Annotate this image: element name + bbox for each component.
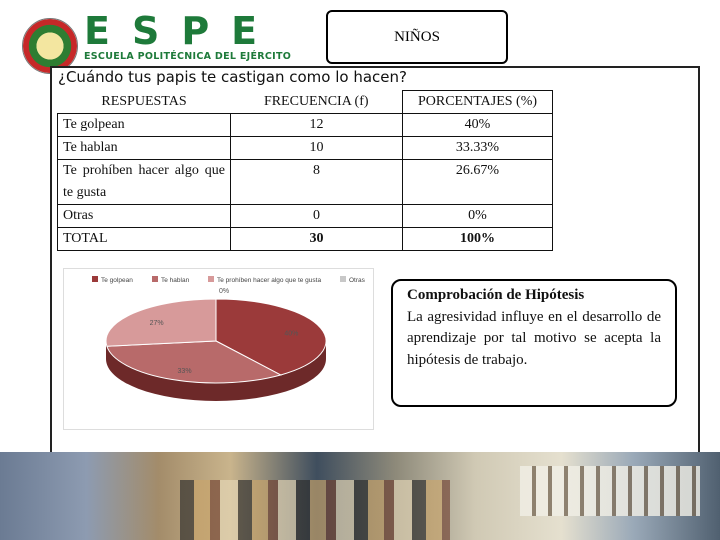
cell-porcentaje: 0% xyxy=(403,205,553,228)
cell-total-frecuencia: 30 xyxy=(231,228,403,251)
survey-question: ¿Cuándo tus papis te castigan como lo hacen? xyxy=(58,68,407,86)
table-header-row xyxy=(58,91,553,114)
cell-total-label: TOTAL xyxy=(58,228,231,251)
campus-photo-strip xyxy=(0,452,720,540)
header-respuestas: RESPUESTAS xyxy=(101,93,187,109)
hypothesis-box xyxy=(391,279,677,407)
students-photo xyxy=(180,480,450,540)
cell-total-porcentaje: 100% xyxy=(403,228,553,251)
legend-swatch xyxy=(152,276,158,282)
pie-slices xyxy=(106,299,326,383)
header-frecuencia: FRECUENCIA (f) xyxy=(263,93,369,109)
chart-legend xyxy=(92,276,366,284)
legend-swatch xyxy=(340,276,346,282)
legend-swatch xyxy=(92,276,98,282)
table-row xyxy=(58,160,553,205)
hypothesis-text: La agresividad influye en el desarrollo de aprendizaje por tal motivo se acepta la hipótesis de trabajo. xyxy=(407,308,661,368)
table-row xyxy=(58,114,553,137)
cell-respuesta: Te hablan xyxy=(58,137,231,160)
pie-data-label: 40% xyxy=(284,330,299,338)
pie-chart xyxy=(64,269,373,429)
cell-frecuencia: 12 xyxy=(231,114,403,137)
pie-data-label: 33% xyxy=(177,367,192,375)
cell-respuesta: Otras xyxy=(58,205,231,228)
table-row xyxy=(58,205,553,228)
cell-frecuencia: 8 xyxy=(231,160,403,205)
cell-porcentaje: 40% xyxy=(403,114,553,137)
header-porcentajes: PORCENTAJES (%) xyxy=(403,91,553,114)
cell-respuesta: Te prohíben hacer algo que te gusta xyxy=(58,160,231,205)
legend-label: Otras xyxy=(349,277,365,284)
hypothesis-title: Comprobación de Hipótesis xyxy=(407,287,585,303)
cell-frecuencia: 0 xyxy=(231,205,403,228)
legend-label: Te prohíben hacer algo que te gusta xyxy=(217,277,322,284)
pie-data-label: 0% xyxy=(218,288,230,295)
cell-respuesta: Te golpean xyxy=(58,114,231,137)
cell-frecuencia: 10 xyxy=(231,137,403,160)
legend-label: Te hablan xyxy=(161,277,190,284)
legend-swatch xyxy=(208,276,214,282)
brand-name: ESPE xyxy=(84,9,280,53)
cell-porcentaje: 26.67% xyxy=(403,160,553,205)
frequency-table xyxy=(57,90,553,251)
building-photo xyxy=(520,466,700,516)
table-total-row xyxy=(58,228,553,251)
legend-label: Te golpean xyxy=(101,277,133,284)
cell-porcentaje: 33.33% xyxy=(403,137,553,160)
pie-chart-container xyxy=(63,268,374,430)
slide-title: NIÑOS xyxy=(326,10,508,64)
pie-data-label: 27% xyxy=(149,320,164,328)
brand-subtitle: ESCUELA POLITÉCNICA DEL EJÉRCITO xyxy=(84,51,292,62)
espe-logo xyxy=(84,10,291,62)
table-row xyxy=(58,137,553,160)
